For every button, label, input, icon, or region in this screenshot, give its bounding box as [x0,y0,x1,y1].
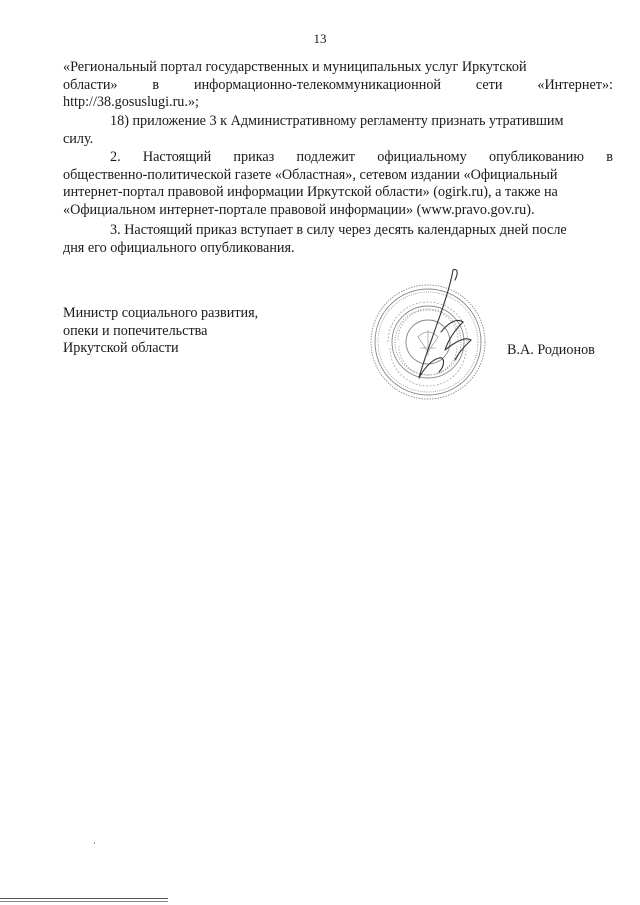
handwritten-signature [405,262,495,392]
signer-position-line: опеки и попечительства [63,322,208,339]
word: информационно-телекоммуникационной [193,76,442,93]
footer-rule [0,898,168,899]
word: области» [63,76,118,93]
text-line-content: «Региональный портал государственных и муниципальных услуг Иркутской [63,59,527,75]
text-line: интернет-портал правовой информации Иркутской области» (ogirk.ru), а также на [63,184,558,201]
page-number: 13 [313,31,327,46]
text-line: «Официальном интернет-портале правовой информации» (www.pravo.gov.ru). [63,201,535,218]
word: опубликованию [488,149,584,165]
footer-rule [0,901,168,902]
word: приказ [233,149,275,165]
word: подлежит [296,149,355,165]
word: Настоящий [142,149,212,165]
paragraph-publication [63,149,613,219]
text-line-justified [63,77,613,95]
text-line [63,59,613,77]
signer-position [63,305,258,358]
text-line: силу. [63,130,94,147]
scan-mark [94,842,95,844]
text-line: общественно-политической газете «Областная», сетевом издании «Официальный [63,166,558,183]
text-line: http://38.gosuslugi.ru.»; [63,94,199,111]
word: сети [475,76,503,93]
signer-position-line: Иркутской области [63,340,179,357]
text-line: 18) приложение 3 к Административному регламенту признать утратившим [110,113,564,129]
signer-name: В.А. Родионов [507,342,595,358]
word: в [606,149,613,165]
signer-position-line: Министр социального развития, [63,305,259,321]
word: «Интернет»: [537,76,613,93]
text-line: дня его официального опубликования. [63,239,295,256]
text-line: 3. Настоящий приказ вступает в силу через десять календарных дней после [110,222,567,238]
word: официальному [377,149,467,165]
paragraph-effective-date [63,222,613,257]
word: 2. [110,149,121,165]
paragraph-portal-name [63,59,613,112]
text-line-justified [63,149,613,167]
word: в [152,76,160,93]
paragraph-appendix-void [63,113,613,148]
